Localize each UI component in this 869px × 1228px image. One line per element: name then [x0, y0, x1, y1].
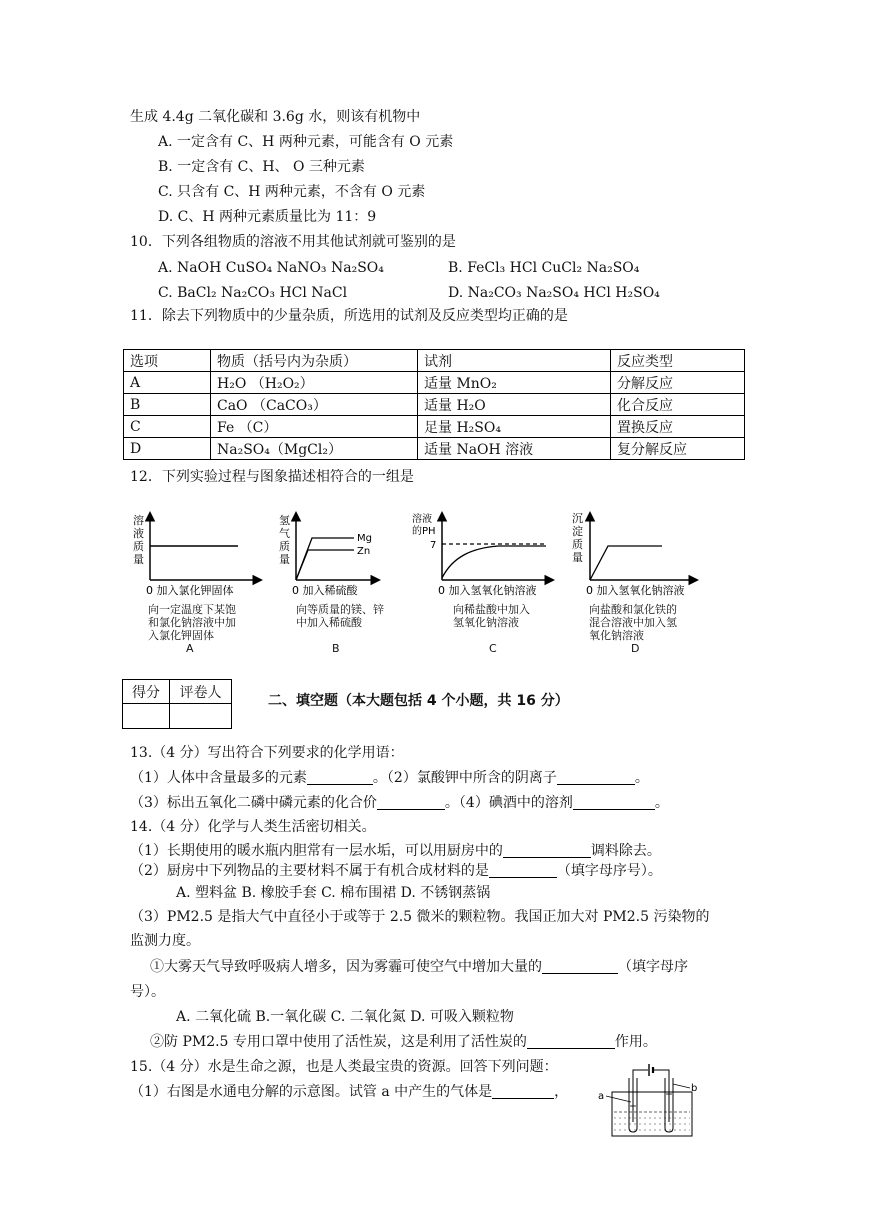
graph-d	[566, 508, 706, 598]
caption-line: 混合溶液中加入氢	[589, 616, 677, 629]
q9-option-a: A. 一定含有 C、H 两种元素，可能含有 O 元素	[158, 134, 454, 150]
q14-p3: （3）PM2.5 是指大气中直径小于或等于 2.5 微米的颗粒物。我国正加大对 PM2.5 污染物的	[130, 909, 710, 925]
grader-cell[interactable]	[170, 704, 232, 729]
ylabel-char: 量	[279, 553, 290, 566]
caption-line: 向盐酸和氯化铁的	[589, 603, 677, 616]
ylabel-char: 气	[279, 527, 290, 540]
q10-option-d: D. Na₂CO₃ Na₂SO₄ HCl H₂SO₄	[448, 285, 660, 301]
graph-letter: D	[631, 642, 640, 655]
table-row	[124, 372, 745, 394]
q10-stem: 10．下列各组物质的溶液不用其他试剂就可鉴别的是	[130, 234, 456, 250]
q9-stem: 生成 4.4g 二氧化碳和 3.6g 水，则该有机物中	[130, 109, 421, 125]
answer-blank[interactable]	[492, 1084, 554, 1099]
q15-p1-text: （1）右图是水通电分解的示意图。试管 a 中产生的气体是	[130, 1084, 493, 1100]
cell-option: A	[124, 372, 211, 394]
header-reagent: 试剂	[418, 350, 611, 372]
graph-letter: C	[489, 642, 497, 655]
curve	[442, 546, 546, 578]
q14-p2-end: （填字母序号）。	[556, 863, 662, 879]
cell-reaction-type: 化合反应	[611, 394, 745, 416]
q14-sub1	[150, 958, 688, 976]
table-row	[124, 416, 745, 438]
q13-part2: 。（2）氯酸钾中所含的阴离子	[372, 770, 557, 786]
q13-line1	[130, 769, 649, 787]
cell-option: C	[124, 416, 211, 438]
graph-c-caption	[453, 603, 530, 655]
cell-reaction-type: 分解反应	[611, 372, 745, 394]
caption-line: 向一定温度下某饱	[148, 603, 236, 616]
q10-option-b: B. FeCl₃ HCl CuCl₂ Na₂SO₄	[448, 260, 640, 276]
caption-line: 入氯化钾固体	[148, 629, 214, 642]
q13-part4: 。（4）碘酒中的溶剂	[444, 795, 573, 811]
q14-p2-options: A. 塑料盆 B. 橡胶手套 C. 棉布围裙 D. 不锈钢蒸锅	[176, 885, 491, 901]
q10-option-c: C. BaCl₂ Na₂CO₃ HCl NaCl	[158, 285, 348, 301]
graph-letter: A	[186, 642, 194, 655]
label-b: b	[691, 1083, 698, 1094]
answer-blank[interactable]	[377, 795, 445, 810]
answer-blank[interactable]	[557, 770, 635, 785]
q15-p1	[130, 1083, 568, 1101]
answer-blank[interactable]	[307, 770, 373, 785]
q9-option-d: D. C、H 两种元素质量比为 11：9	[158, 209, 377, 225]
score-cell[interactable]	[123, 704, 170, 729]
q14-p1-end: 调料除去。	[590, 843, 661, 859]
q14-p2-text: （2）厨房中下列物品的主要材料不属于有机合成材料的是	[130, 863, 489, 879]
series-label: Mg	[357, 533, 372, 544]
q14-sub1-text: ①大雾天气导致呼吸病人增多，因为雾霾可使空气中增加大量的	[150, 959, 542, 975]
graph-d-caption	[589, 603, 677, 655]
pointer-a	[606, 1096, 631, 1102]
curve-zn	[296, 550, 354, 580]
ylabel-line: 溶液	[412, 514, 432, 525]
header-substance: 物质（括号内为杂质）	[211, 350, 418, 372]
cell-substance: Fe （C）	[211, 416, 418, 438]
ylabel-char: 质	[572, 538, 583, 551]
x-axis-label: 0 加入氢氧化钠溶液	[586, 584, 685, 597]
pointer-b	[673, 1084, 690, 1088]
cell-substance: CaO （CaCO₃）	[211, 394, 418, 416]
x-axis-label: 0 加入氯化钾固体	[146, 584, 234, 597]
x-axis-label: 0 加入稀硫酸	[292, 584, 358, 597]
q14-p1	[130, 842, 661, 860]
water-trough	[612, 1092, 692, 1136]
q15-p1-end: ，	[554, 1084, 569, 1100]
q14-sub2-end: 作用。	[614, 1034, 657, 1050]
answer-blank[interactable]	[542, 959, 618, 974]
cell-reagent: 足量 H₂SO₄	[418, 416, 611, 438]
cell-reaction-type: 置换反应	[611, 416, 745, 438]
ylabel-line: 的PH	[412, 526, 436, 537]
graph-b-caption	[296, 603, 384, 655]
q9-option-b: B. 一定含有 C、H、 O 三种元素	[158, 159, 365, 175]
electrolysis-figure	[596, 1062, 700, 1142]
table-row	[124, 438, 745, 460]
q14-sub1-cont: 号）。	[130, 984, 165, 1000]
q11-table	[123, 349, 745, 460]
q14-p1-text: （1）长期使用的暖水瓶内胆常有一层水垢，可以用厨房中的	[130, 843, 503, 859]
score-label: 得分	[123, 680, 170, 704]
curve	[590, 546, 662, 580]
ylabel-char: 液	[133, 527, 144, 540]
q10-option-a: A. NaOH CuSO₄ NaNO₃ Na₂SO₄	[158, 260, 384, 276]
q14-sub2-text: ②防 PM2.5 专用口罩中使用了活性炭，这是利用了活性炭的	[150, 1034, 527, 1050]
q14-p3-cont: 监测力度。	[130, 933, 200, 949]
tick-7: 7	[430, 540, 437, 551]
q13-part1: （1）人体中含量最多的元素	[130, 770, 307, 786]
caption-line: 和氯化钠溶液中加	[148, 616, 236, 629]
q13-line2	[130, 794, 669, 812]
caption-line: 向稀盐酸中加入	[453, 603, 530, 616]
score-table	[122, 679, 232, 729]
graph-b	[274, 508, 384, 598]
cell-reagent: 适量 NaOH 溶液	[418, 438, 611, 460]
q9-option-c: C. 只含有 C、H 两种元素，不含有 O 元素	[158, 184, 426, 200]
cell-option: B	[124, 394, 211, 416]
caption-line: 中加入稀硫酸	[296, 616, 362, 629]
cell-reagent: 适量 MnO₂	[418, 372, 611, 394]
q14-p2	[130, 862, 662, 880]
ylabel-char: 氢	[279, 514, 290, 527]
q14-stem: 14.（4 分）化学与人类生活密切相关。	[130, 819, 376, 835]
ylabel-char: 沉	[572, 512, 583, 525]
ylabel-char: 质	[133, 540, 144, 553]
series-label: Zn	[357, 546, 371, 557]
q13-stem: 13.（4 分）写出符合下列要求的化学用语：	[130, 745, 404, 761]
answer-blank[interactable]	[573, 795, 655, 810]
q14-sub2	[150, 1033, 657, 1051]
q13-end: 。	[634, 770, 649, 786]
q14-sub1-end: （填字母序	[618, 959, 688, 975]
ylabel-char: 量	[572, 551, 583, 564]
answer-blank[interactable]	[527, 1034, 615, 1049]
answer-blank[interactable]	[489, 863, 557, 878]
q12-stem: 12．下列实验过程与图象描述相符合的一组是	[130, 469, 414, 485]
wire-left	[633, 1070, 648, 1122]
label-a: a	[598, 1091, 605, 1102]
x-axis-label: 0 加入氢氧化钠溶液	[438, 584, 537, 597]
q13-end: 。	[654, 795, 669, 811]
cell-substance: Na₂SO₄（MgCl₂）	[211, 438, 418, 460]
graph-c	[408, 508, 558, 598]
answer-blank[interactable]	[503, 843, 591, 858]
header-option: 选项	[124, 350, 211, 372]
ylabel-char: 淀	[572, 525, 583, 538]
caption-line: 向等质量的镁、锌	[296, 603, 384, 616]
table-header-row	[124, 350, 745, 372]
section-2-title: 二、填空题（本大题包括 4 个小题，共 16 分）	[268, 693, 569, 709]
caption-line: 氢氧化钠溶液	[453, 616, 519, 629]
q13-part3: （3）标出五氧化二磷中磷元素的化合价	[130, 795, 377, 811]
graph-letter: B	[332, 642, 340, 655]
table-row	[124, 394, 745, 416]
ylabel-char: 量	[133, 553, 144, 566]
graph-a-caption	[148, 603, 236, 655]
q11-stem: 11．除去下列物质中的少量杂质，所选用的试剂及反应类型均正确的是	[130, 308, 568, 324]
cell-reagent: 适量 H₂O	[418, 394, 611, 416]
wire-right	[654, 1070, 669, 1122]
grader-label: 评卷人	[170, 680, 232, 704]
q15-stem: 15.（4 分）水是生命之源，也是人类最宝贵的资源。回答下列问题：	[130, 1059, 558, 1075]
q14-sub1-options: A. 二氧化硫 B.一氧化碳 C. 二氧化氮 D. 可吸入颗粒物	[176, 1009, 514, 1025]
caption-line: 氧化钠溶液	[589, 629, 644, 642]
ylabel-char: 质	[279, 540, 290, 553]
ylabel-char: 溶	[133, 514, 144, 527]
cell-option: D	[124, 438, 211, 460]
header-reaction-type: 反应类型	[611, 350, 745, 372]
cell-reaction-type: 复分解反应	[611, 438, 745, 460]
cell-substance: H₂O （H₂O₂）	[211, 372, 418, 394]
graph-a	[126, 508, 266, 598]
